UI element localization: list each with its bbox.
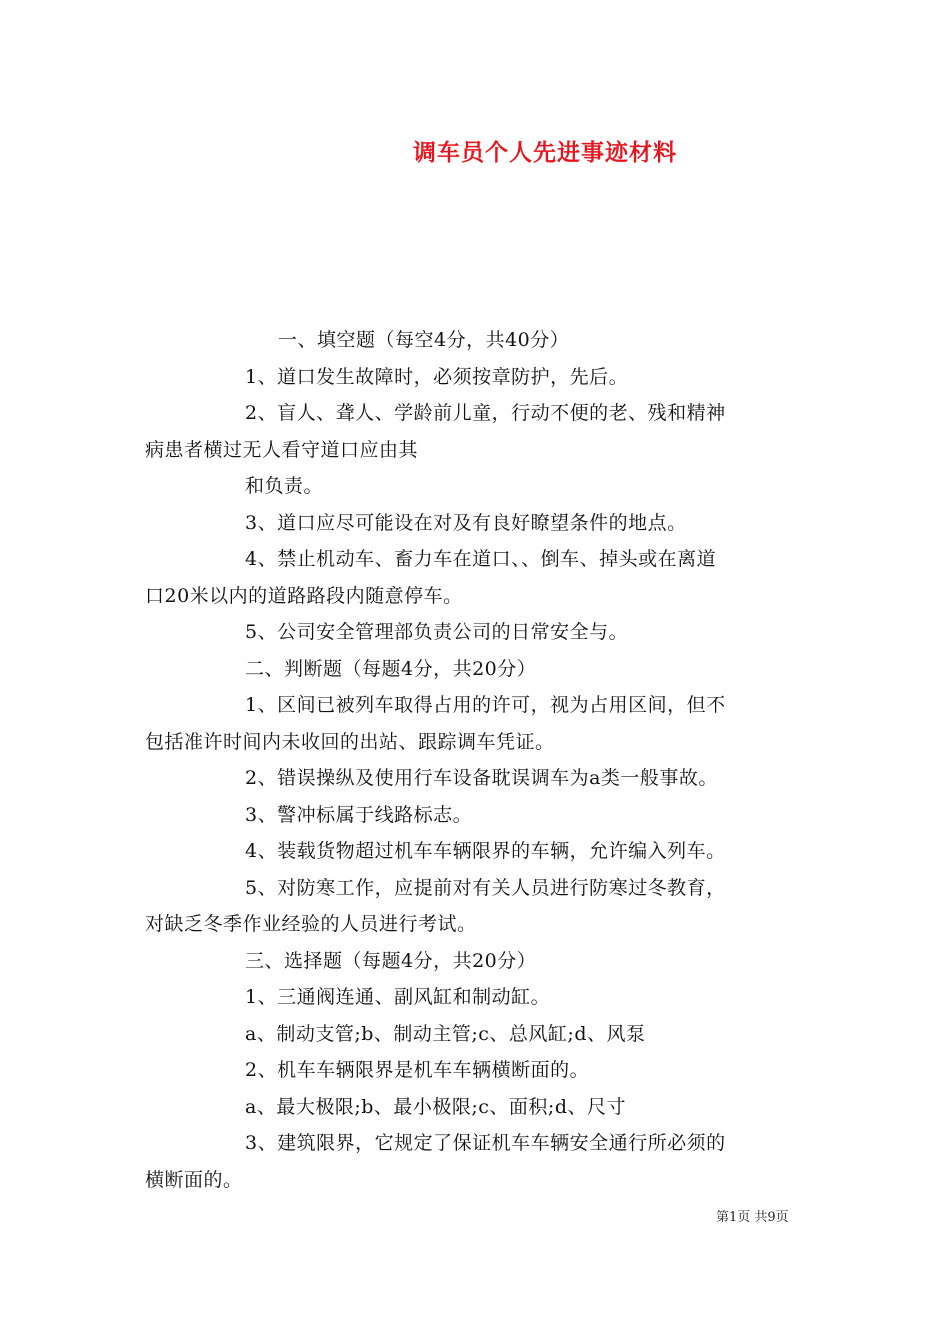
section-heading-fill-blank: 一、填空题（每空4分，共40分）	[278, 329, 570, 351]
question-line: 4、禁止机动车、畜力车在道口、、倒车、掉头或在离道	[245, 548, 717, 570]
section-heading-multiple-choice: 三、选择题（每题4分，共20分）	[245, 950, 537, 972]
section-heading-true-false: 二、判断题（每题4分，共20分）	[245, 658, 537, 680]
question-line: 和负责。	[245, 475, 324, 497]
question-line: 1、三通阀连通、副风缸和制动缸。	[245, 986, 551, 1008]
question-line: 3、道口应尽可能设在对及有良好瞭望条件的地点。	[245, 512, 687, 534]
question-line: 包括准许时间内未收回的出站、跟踪调车凭证。	[145, 731, 555, 753]
question-line: 2、机车车辆限界是机车车辆横断面的。	[245, 1059, 590, 1081]
answer-options: a、最大极限;b、最小极限;c、面积;d、尺寸	[245, 1096, 626, 1118]
question-line: 对缺乏冬季作业经验的人员进行考试。	[145, 913, 477, 935]
answer-options: a、制动支管;b、制动主管;c、总风缸;d、风泵	[245, 1023, 646, 1045]
question-line: 1、道口发生故障时，必须按章防护，先后。	[245, 366, 629, 388]
page-number: 第1页 共9页	[716, 1210, 789, 1225]
question-line: 2、错误操纵及使用行车设备耽误调车为a类一般事故。	[245, 767, 718, 789]
question-line: 4、装载货物超过机车车辆限界的车辆，允许编入列车。	[245, 840, 726, 862]
question-line: 5、公司安全管理部负责公司的日常安全与。	[245, 621, 629, 643]
question-line: 1、区间已被列车取得占用的许可，视为占用区间，但不	[245, 694, 726, 716]
question-line: 横断面的。	[145, 1169, 243, 1191]
question-line: 3、建筑限界，它规定了保证机车车辆安全通行所必须的	[245, 1132, 726, 1154]
question-line: 5、对防寒工作，应提前对有关人员进行防寒过冬教育，	[245, 877, 726, 899]
question-line: 病患者横过无人看守道口应由其	[145, 439, 419, 461]
document-title: 调车员个人先进事迹材料	[413, 139, 677, 166]
question-line: 2、盲人、聋人、学龄前儿童，行动不便的老、残和精神	[245, 402, 726, 424]
question-line: 3、警冲标属于线路标志。	[245, 804, 473, 826]
question-line: 口20米以内的道路路段内随意停车。	[145, 585, 463, 607]
